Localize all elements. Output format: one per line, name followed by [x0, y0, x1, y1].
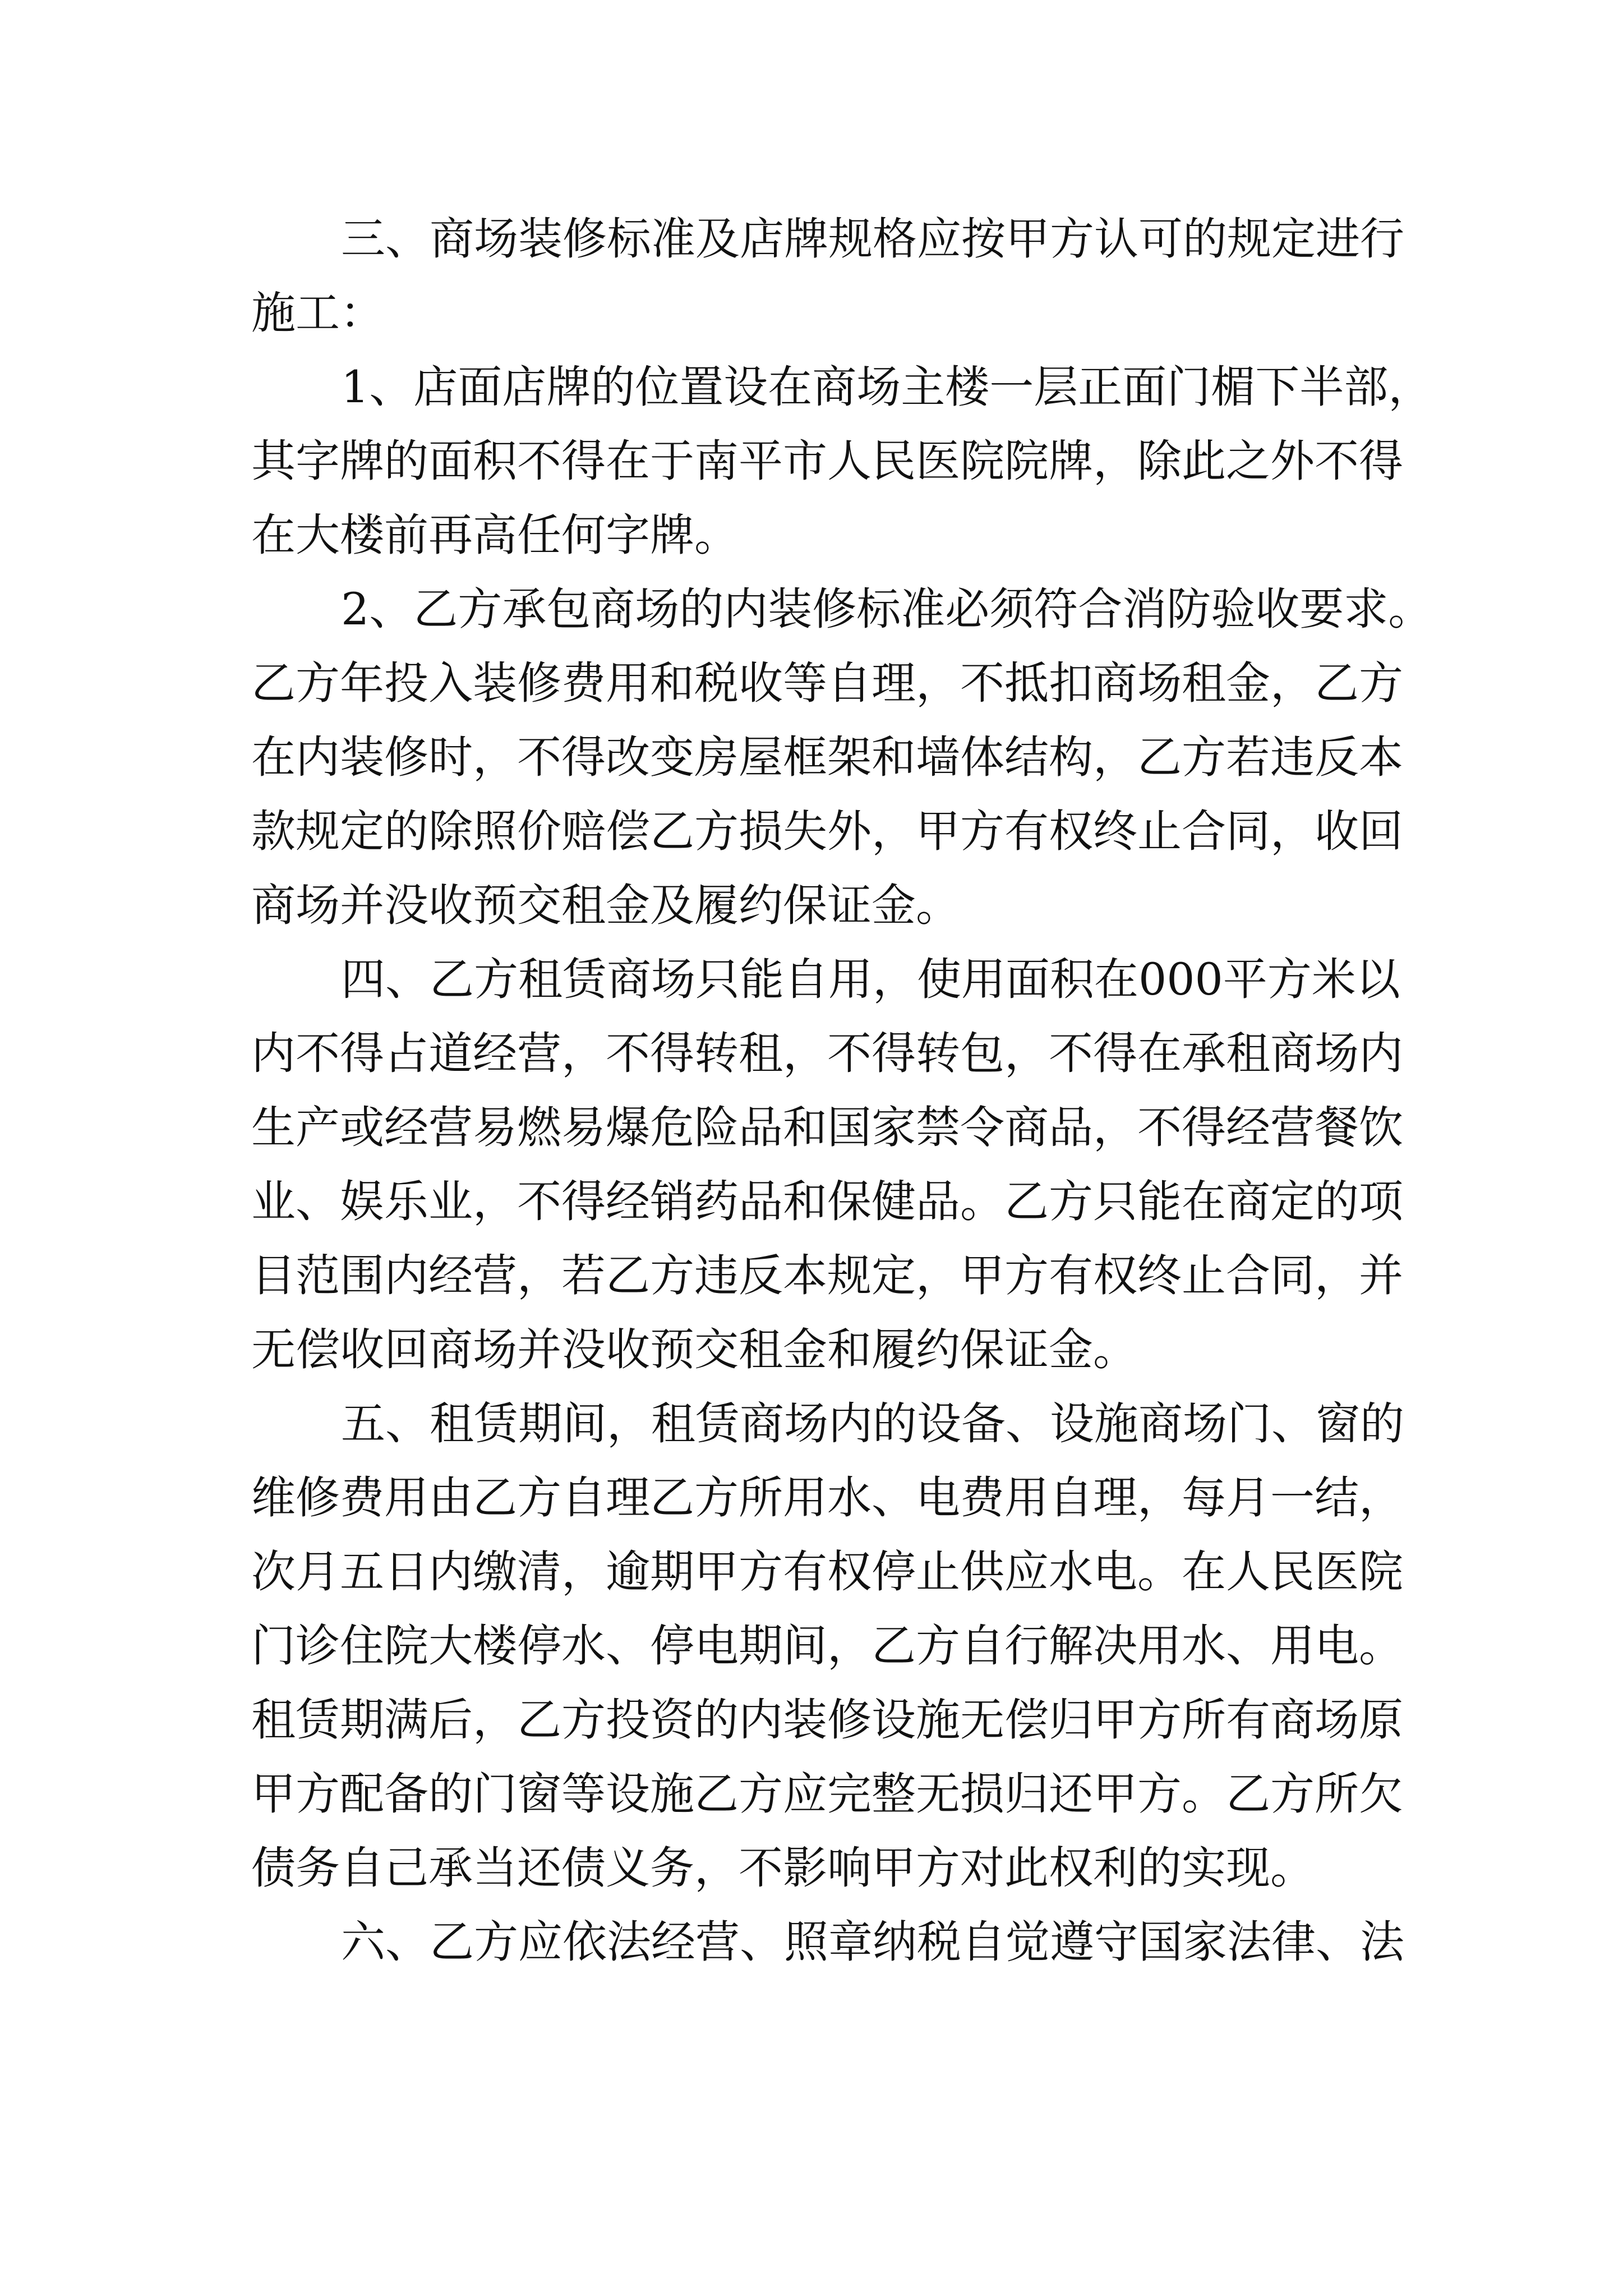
paragraph-section-3 — [251, 202, 1404, 350]
document-body — [251, 202, 1433, 1979]
text-line: 生产或经营易燃易爆危险品和国家禁令商品，不得经营餐饮 — [251, 1102, 1403, 1153]
text-line: 在大楼前再高任何字牌。 — [251, 509, 739, 561]
text-line: 款规定的除照价赔偿乙方损失外，甲方有权终止合同，收回 — [251, 806, 1403, 857]
text-line: 其字牌的面积不得在于南平市人民医院院牌，除此之外不得 — [251, 435, 1403, 487]
text-line: 五、租赁期间，租赁商场内的设备、设施商场门、窗的 — [341, 1398, 1404, 1450]
text-line: 乙方年投入装修费用和税收等自理，不抵扣商场租金，乙方 — [251, 657, 1403, 709]
text-line: 施工： — [251, 287, 384, 339]
text-line: 内不得占道经营，不得转租，不得转包，不得在承租商场内 — [251, 1028, 1403, 1079]
text-line: 门诊住院大楼停水、停电期间，乙方自行解决用水、用电。 — [251, 1620, 1403, 1672]
text-line: 目范围内经营，若乙方违反本规定，甲方有权终止合同，并 — [251, 1250, 1403, 1301]
paragraph-item-2 — [251, 572, 1433, 942]
paragraph-section-6 — [251, 1905, 1404, 1979]
text-line: 四、乙方租赁商场只能自用，使用面积在000平方米以 — [341, 954, 1400, 1005]
text-line: 商场并没收预交租金及履约保证金。 — [251, 880, 960, 931]
text-line: 1、店面店牌的位置设在商场主楼一层正面门楣下半部， — [341, 361, 1433, 413]
text-line: 维修费用由乙方自理乙方所用水、电费用自理，每月一结， — [251, 1472, 1403, 1524]
paragraph-item-1 — [251, 350, 1433, 572]
text-line: 2、乙方承包商场的内装修标准必须符合消防验收要求。 — [341, 583, 1433, 635]
text-line: 债务自己承当还债义务，不影响甲方对此权利的实现。 — [251, 1842, 1315, 1894]
text-line: 在内装修时，不得改变房屋框架和墙体结构，乙方若违反本 — [251, 731, 1403, 783]
text-line: 次月五日内缴清，逾期甲方有权停止供应水电。在人民医院 — [251, 1546, 1403, 1598]
paragraph-section-5 — [251, 1387, 1404, 1905]
text-line: 六、乙方应依法经营、照章纳税自觉遵守国家法律、法 — [341, 1916, 1404, 1968]
text-line: 三、商场装修标准及店牌规格应按甲方认可的规定进行 — [341, 213, 1404, 265]
text-line: 业、娱乐业，不得经销药品和保健品。乙方只能在商定的项 — [251, 1176, 1403, 1227]
paragraph-section-4 — [251, 942, 1403, 1387]
text-line: 无偿收回商场并没收预交租金和履约保证金。 — [251, 1324, 1137, 1375]
text-line: 租赁期满后，乙方投资的内装修设施无偿归甲方所有商场原 — [251, 1694, 1403, 1746]
text-line: 甲方配备的门窗等设施乙方应完整无损归还甲方。乙方所欠 — [251, 1768, 1403, 1820]
